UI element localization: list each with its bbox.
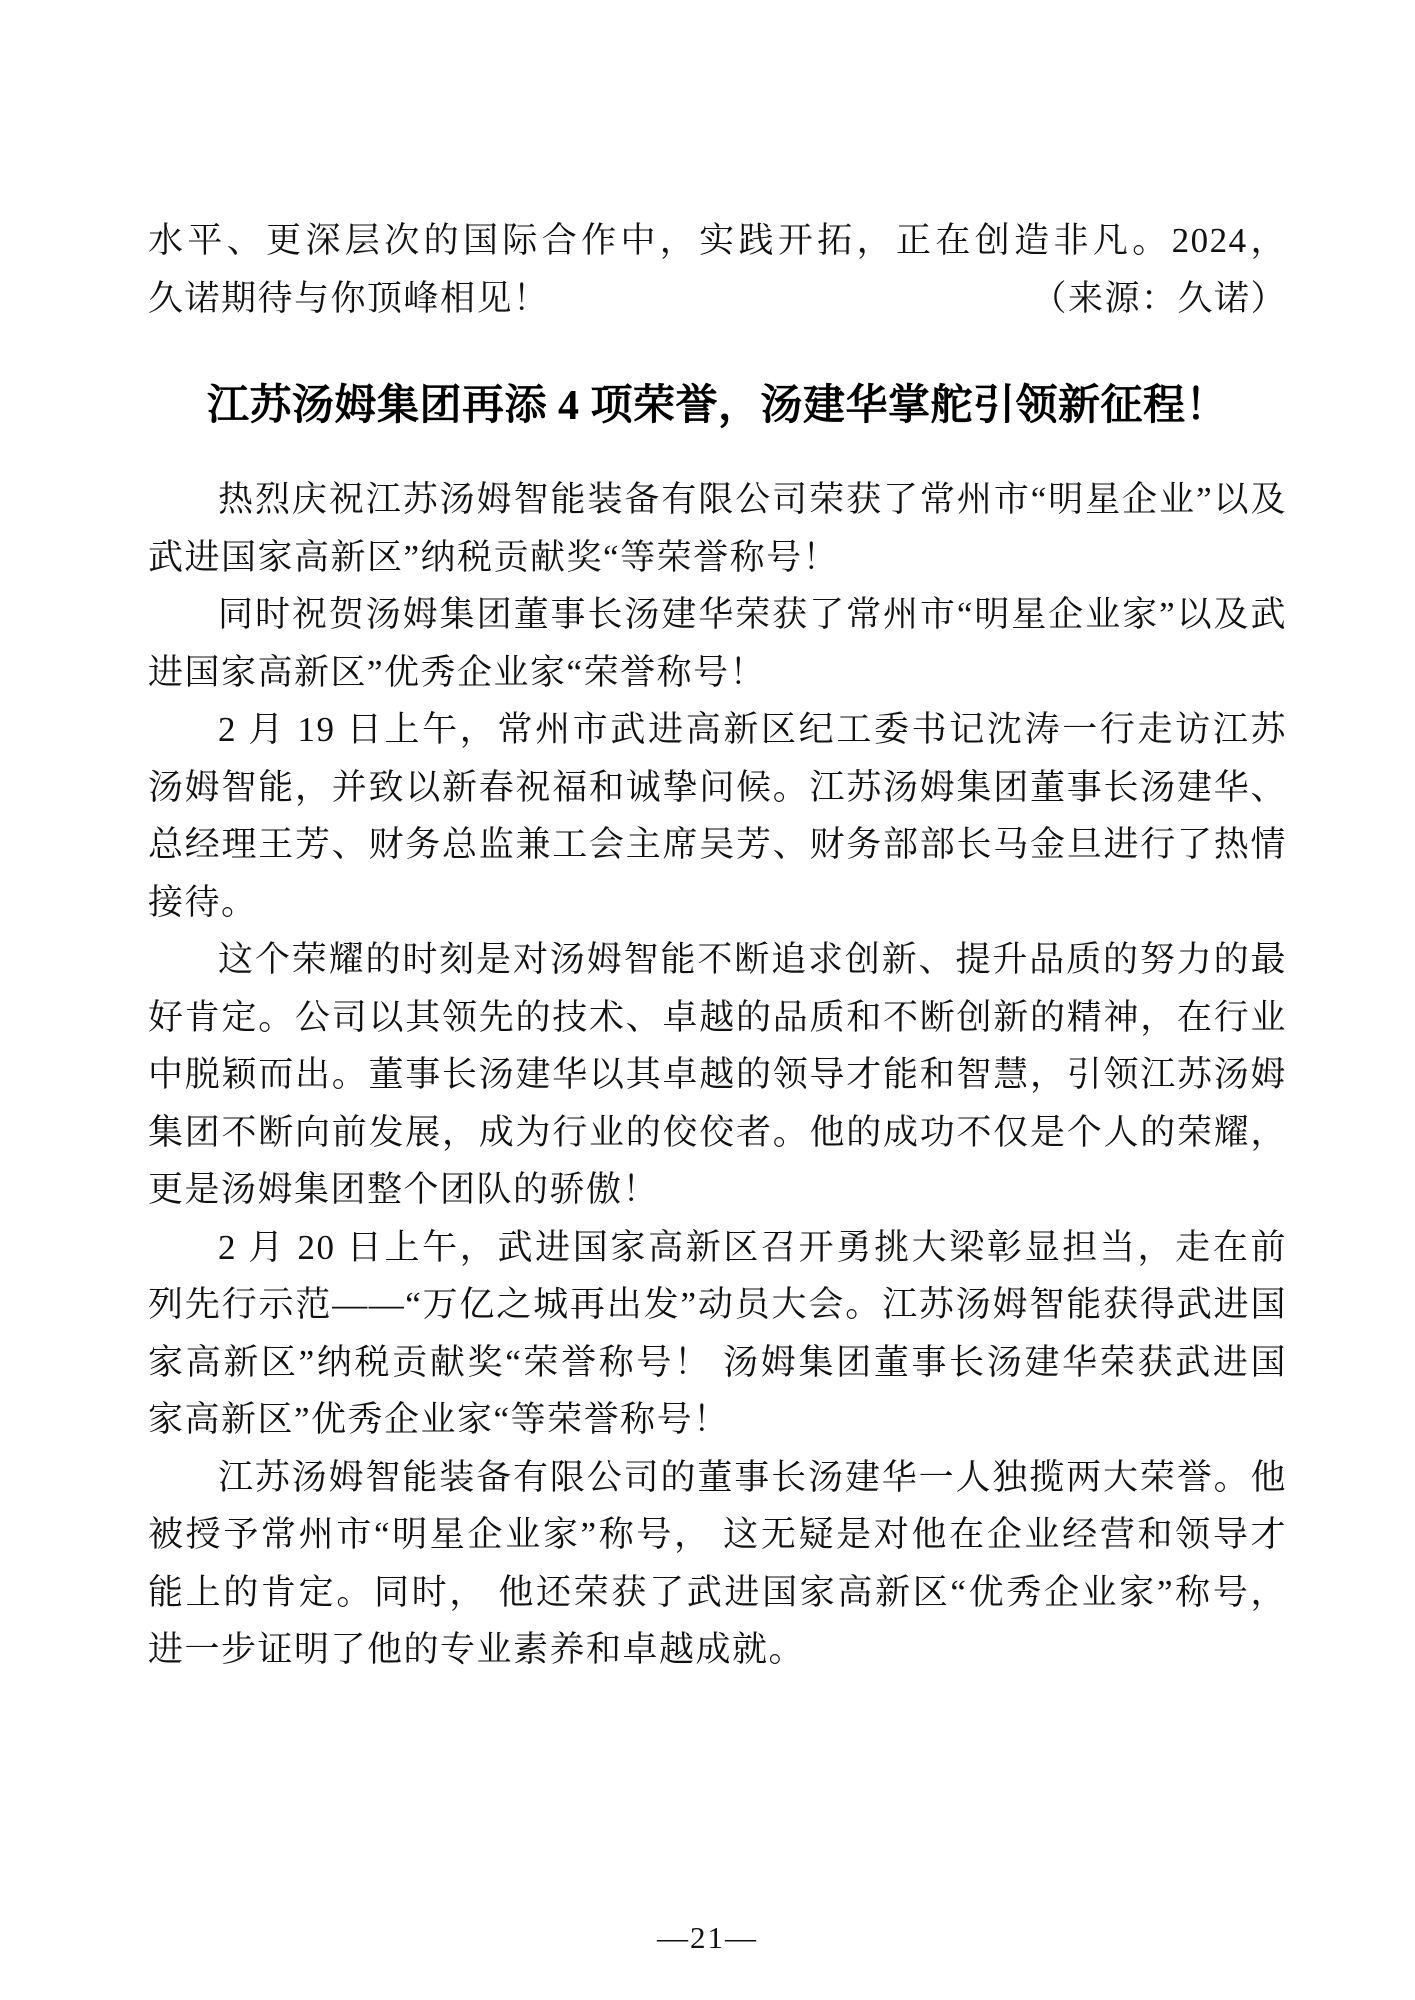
- page-content: [148, 212, 1287, 1679]
- article-title: 江苏汤姆集团再添 4 项荣誉，汤建华掌舵引领新征程！: [206, 383, 1228, 429]
- intro-continuation-line: 水平、更深层次的国际合作中，实践开拓，正在创造非凡。2024，: [148, 221, 1287, 260]
- page-number: —21—: [657, 1920, 758, 1955]
- source-attribution: （来源：久诺）: [1031, 278, 1287, 318]
- intro-closing-text: 久诺期待与你顶峰相见！: [148, 278, 550, 318]
- article-paragraph-2: 同时祝贺汤姆集团董事长汤建华荣获了常州市“明星企业家”以及武进国家高新区”优秀企业家“荣誉称号！: [148, 595, 1287, 692]
- article-paragraph-6: 江苏汤姆智能装备有限公司的董事长汤建华一人独揽两大荣誉。他被授予常州市“明星企业家”称号， 这无疑是对他在企业经营和领导才能上的肯定。同时， 他还荣获了武进国家高新区“优秀企业家”称号， 进一步证明了他的专业素养和卓越成就。: [148, 1457, 1287, 1669]
- article-paragraph-1: 热烈庆祝江苏汤姆智能装备有限公司荣获了常州市“明星企业”以及武进国家高新区”纳税贡献奖“等荣誉称号！: [148, 480, 1287, 577]
- article-paragraph-5: 2 月 20 日上午，武进国家高新区召开勇挑大梁彰显担当，走在前列先行示范——“万亿之城再出发”动员大会。江苏汤姆智能获得武进国家高新区”纳税贡献奖“荣誉称号！ 汤姆集团董事长汤建华荣获武进国家高新区”优秀企业家“等荣誉称号！: [148, 1227, 1287, 1439]
- article-paragraph-3: 2 月 19 日上午，常州市武进高新区纪工委书记沈涛一行走访江苏汤姆智能，并致以新春祝福和诚挚问候。江苏汤姆集团董事长汤建华、总经理王芳、财务总监兼工会主席吴芳、财务部部长马金旦进行了热情接待。: [148, 710, 1287, 922]
- article-paragraph-4: 这个荣耀的时刻是对汤姆智能不断追求创新、提升品质的努力的最好肯定。公司以其领先的技术、卓越的品质和不断创新的精神，在行业中脱颖而出。董事长汤建华以其卓越的领导才能和智慧，引领江苏汤姆集团不断向前发展，成为行业的佼佼者。他的成功不仅是个人的荣耀，更是汤姆集团整个团队的骄傲！: [148, 940, 1287, 1209]
- intro-closing-line: [148, 270, 1287, 328]
